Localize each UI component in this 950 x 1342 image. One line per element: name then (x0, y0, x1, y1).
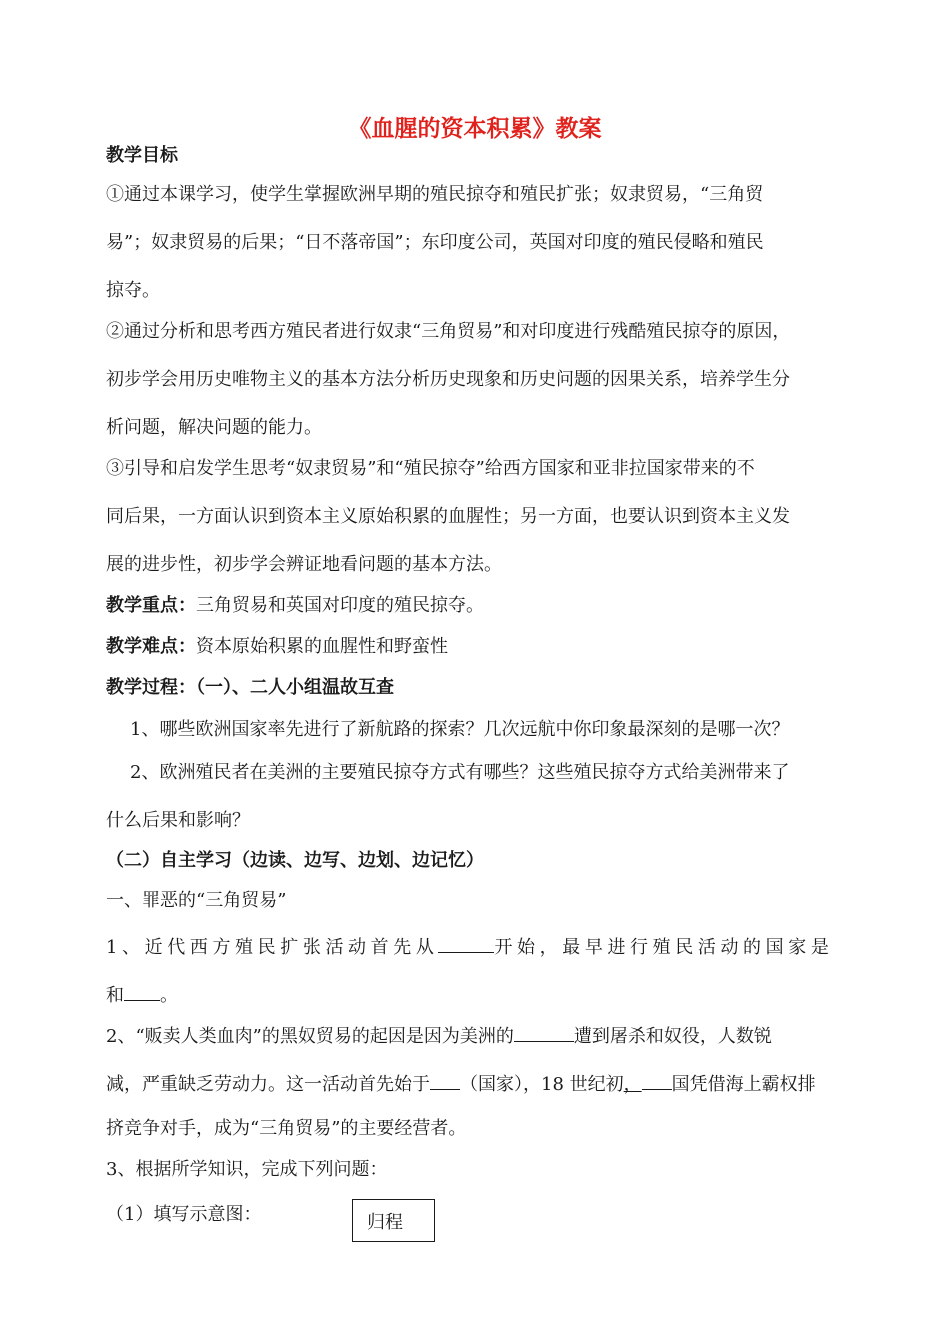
item-1-text-b: 开始，最早进行殖民活动的国家是 (494, 937, 834, 958)
key-point-text: 三角贸易和英国对印度的殖民掠夺。 (196, 595, 484, 616)
difficulty (106, 635, 854, 659)
review-question-1: 1、哪些欧洲国家率先进行了新航路的探索？几次远航中你印象最深刻的是哪一次？ (130, 719, 790, 740)
process-text: （一）、二人小组温故互查 (196, 677, 394, 698)
blank-field[interactable] (642, 1069, 672, 1090)
blank-field[interactable] (430, 1069, 460, 1090)
objectives-heading: 教学目标 (106, 145, 178, 166)
item-2-comma: ， (623, 1074, 642, 1095)
objective-1-line-3: 掠夺。 (106, 280, 160, 301)
item-1-line-2 (106, 980, 854, 1008)
blank-field[interactable] (124, 980, 160, 1001)
item-2-text-c: 减，严重缺乏劳动力。这一活动首先始于 (106, 1074, 430, 1095)
item-2-line-1 (106, 1021, 854, 1049)
item-2-line-2 (106, 1069, 854, 1097)
objective-2-line-1: ②通过分析和思考西方殖民者进行奴隶“三角贸易”和对印度进行残酷殖民掠夺的原因， (106, 321, 791, 342)
item-3: 3、根据所学知识，完成下列问题： (106, 1159, 388, 1180)
item-1-text-c: 和 (106, 985, 124, 1006)
self-study-heading: （二）自主学习（边读、边写、边划、边记忆） (106, 850, 484, 871)
item-1-text-d: 。 (160, 985, 178, 1006)
section-1-heading: 一、罪恶的“三角贸易” (106, 890, 287, 911)
objective-3-line-2: 同后果，一方面认识到资本主义原始积累的血腥性；另一方面，也要认识到资本主义发 (106, 506, 790, 527)
sub-question-1: （1）填写示意图： (106, 1204, 262, 1225)
item-2-text-e: 国凭借海上霸权排 (671, 1074, 816, 1095)
item-2-line-3: 挤竞争对手，成为“三角贸易”的主要经营者。 (106, 1118, 467, 1139)
objective-2-line-2: 初步学会用历史唯物主义的基本方法分析历史现象和历史问题的因果关系，培养学生分 (106, 369, 790, 390)
teaching-process (106, 676, 854, 700)
review-question-2-line-2: 什么后果和影响？ (106, 810, 250, 831)
item-1-text-a: 1、近代西方殖民扩张活动首先从 (106, 937, 439, 958)
item-2-text-b: 遭到屠杀和奴役，人数锐 (573, 1026, 772, 1047)
objective-1-line-2: 易”；奴隶贸易的后果；“日不落帝国”；东印度公司，英国对印度的殖民侵略和殖民 (106, 232, 764, 253)
item-1-line-1 (106, 932, 854, 960)
difficulty-text: 资本原始积累的血腥性和野蛮性 (196, 636, 448, 657)
blank-field[interactable] (438, 932, 494, 953)
difficulty-label: 教学难点： (106, 636, 196, 657)
review-question-2-line-1: 2、欧洲殖民者在美洲的主要殖民掠夺方式有哪些？这些殖民掠夺方式给美洲带来了 (130, 762, 790, 783)
document-title: 《血腥的资本积累》教案 (348, 116, 602, 142)
objective-3-line-1: ③引导和启发学生思考“奴隶贸易”和“殖民掠夺”给西方国家和亚非拉国家带来的不 (106, 458, 755, 479)
item-2-text-a: 2、“贩卖人类血肉”的黑奴贸易的起因是因为美洲的 (106, 1026, 514, 1047)
process-label: 教学过程： (106, 677, 196, 698)
objective-3-line-3: 展的进步性，初步学会辨证地看问题的基本方法。 (106, 554, 502, 575)
key-point (106, 594, 854, 618)
blank-field[interactable] (514, 1021, 574, 1042)
objective-1-line-1: ①通过本课学习，使学生掌握欧洲早期的殖民掠夺和殖民扩张；奴隶贸易，“三角贸 (106, 184, 764, 205)
key-point-label: 教学重点： (106, 595, 196, 616)
item-2-text-d: （国家），18 世纪初 (460, 1074, 624, 1095)
diagram-box-return[interactable]: 归程 (352, 1199, 435, 1242)
objective-2-line-3: 析问题，解决问题的能力。 (106, 417, 322, 438)
